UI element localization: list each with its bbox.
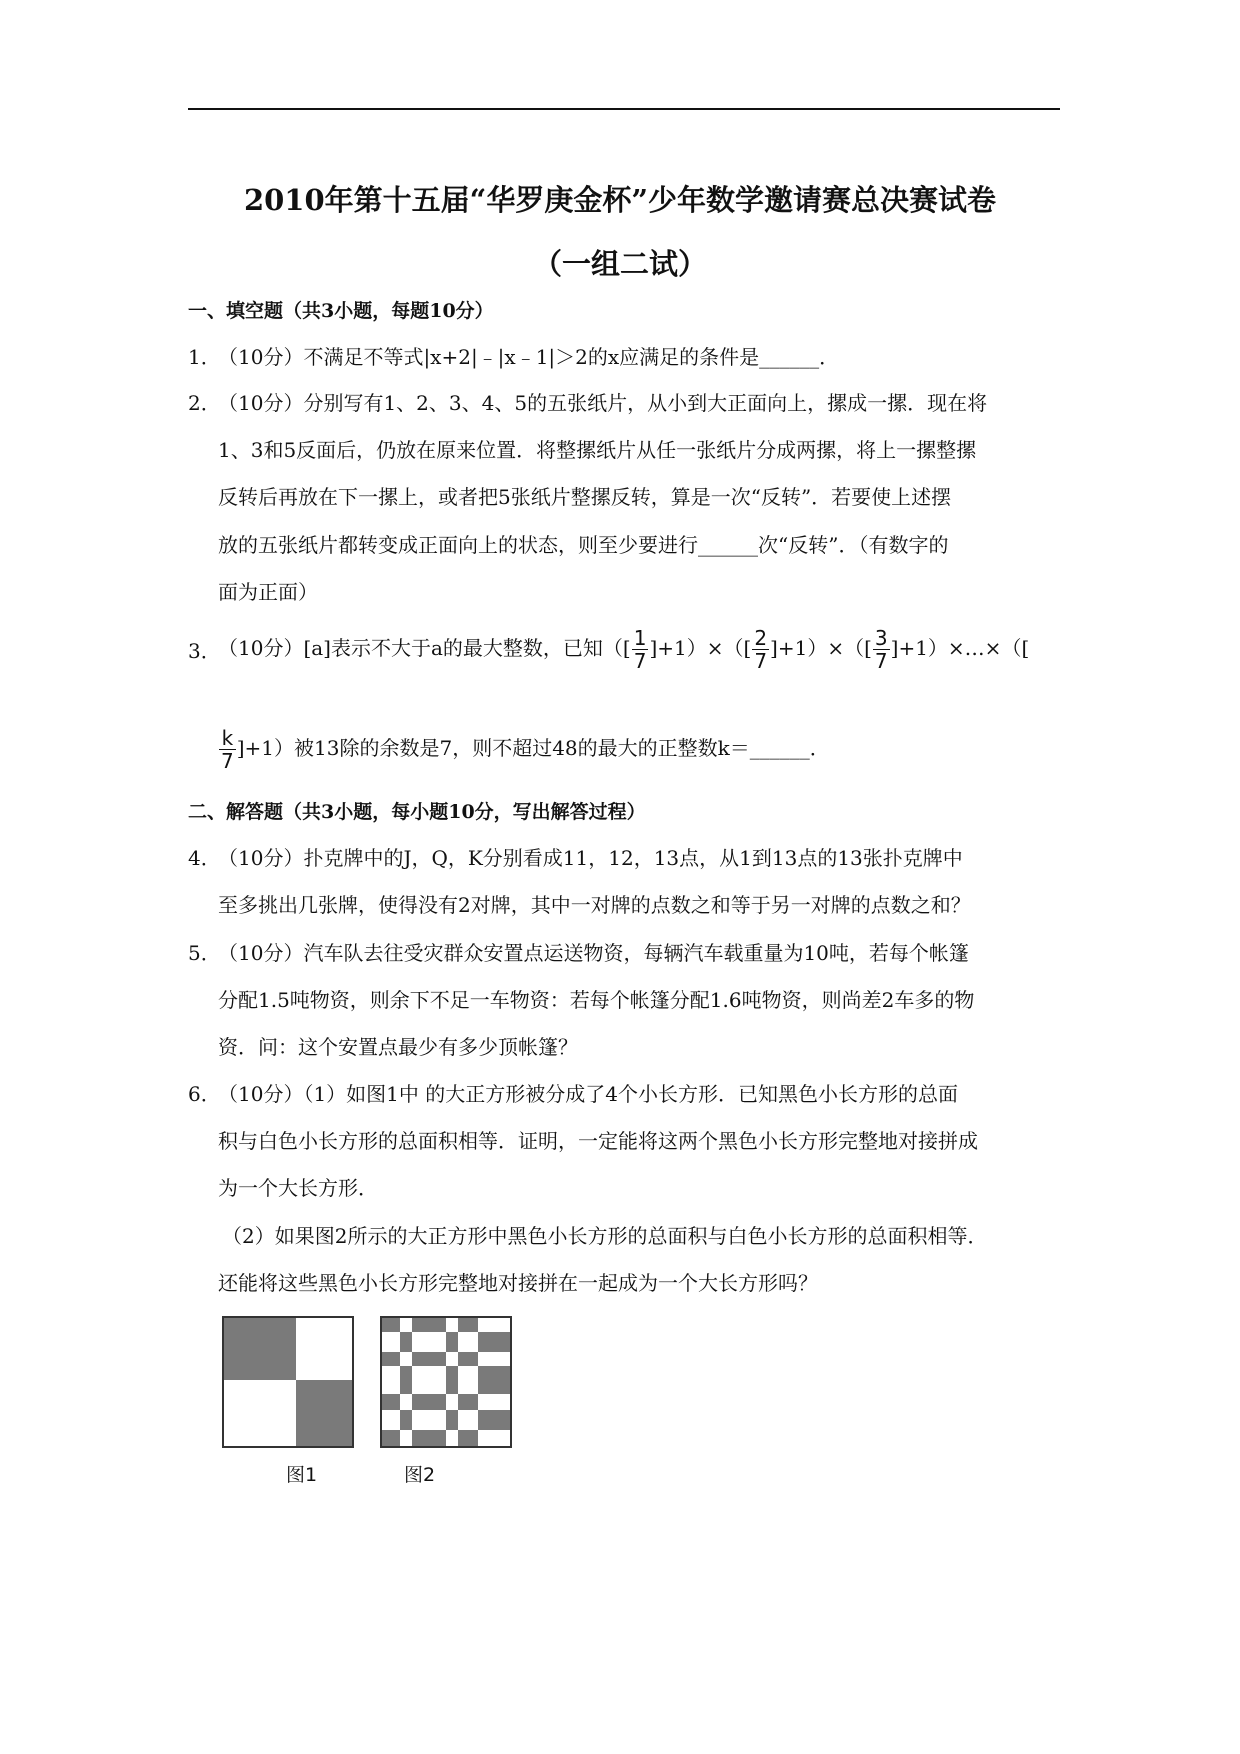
black-rectangle [458, 1352, 478, 1366]
question-5-line: 资．问：这个安置点最少有多少顶帐篷？ [218, 1035, 578, 1059]
question-2-line: 放的五张纸片都转变成正面向上的状态，则至少要进行______次“反转”．（有数字的 [218, 533, 949, 557]
question-2-line: 面为正面） [218, 580, 318, 604]
question-6-line: 积与白色小长方形的总面积相等．证明，一定能将这两个黑色小长方形完整地对接拼成 [218, 1129, 978, 1153]
header-rule [188, 108, 1060, 110]
black-rectangle [382, 1318, 400, 1332]
question-number: 1． [188, 345, 221, 369]
question-number: 6． [188, 1082, 221, 1106]
question-6-line: （2）如果图2所示的大正方形中黑色小长方形的总面积与白色小长方形的总面积相等． [222, 1224, 988, 1248]
figure-2 [380, 1316, 512, 1448]
question-1-text: （10分）不满足不等式|x+2|﹣|x﹣1|＞2的x应满足的条件是______． [218, 345, 840, 369]
question-3-suffix: ]+1）×…×（[ [890, 636, 1030, 660]
fraction-k-7 [219, 727, 236, 772]
section-heading-solutions: 二、解答题（共3小题，每小题10分，写出解答过程） [188, 801, 646, 823]
page-title: 2010年第十五届“华罗庚金杯”少年数学邀请赛总决赛试卷 [243, 183, 997, 217]
question-2-line: 1、3和5反面后，仍放在原来位置．将整摞纸片从任一张纸片分成两摞，将上一摞整摞 [218, 438, 977, 462]
black-rectangle [400, 1332, 412, 1352]
question-3-prefix: （10分）[a]表示不大于a的最大整数，已知（[ [218, 636, 631, 660]
black-rectangle [458, 1318, 478, 1332]
fraction-denominator: 7 [221, 749, 234, 773]
black-rectangle [400, 1410, 412, 1430]
black-rectangle [412, 1352, 446, 1366]
black-rectangle [412, 1318, 446, 1332]
question-3-line-2-text: ]+1）被13除的余数是7，则不超过48的最大的正整数k＝______． [236, 736, 830, 760]
question-number: 2． [188, 391, 221, 415]
fraction-denominator: 7 [754, 649, 768, 673]
black-rectangle [478, 1410, 510, 1430]
question-4-line: 至多挑出几张牌，使得没有2对牌，其中一对牌的点数之和等于另一对牌的点数之和？ [218, 893, 971, 917]
black-rectangle [478, 1332, 510, 1352]
fraction-numerator: 1 [633, 626, 647, 650]
black-rectangle [296, 1380, 352, 1446]
question-3-mid: ]+1）×（[ [770, 636, 872, 660]
black-rectangle [412, 1430, 446, 1446]
question-4-line: （10分）扑克牌中的J，Q，K分别看成11，12，13点，从1到13点的13张扑克牌中 [218, 846, 963, 870]
black-rectangle [382, 1394, 400, 1410]
question-3-mid: ]+1）×（[ [649, 636, 752, 660]
fraction-numerator: 2 [754, 626, 768, 650]
page-subtitle: （一组二试） [532, 247, 707, 281]
black-rectangle [412, 1394, 446, 1410]
black-rectangle [458, 1394, 478, 1410]
fraction-denominator: 7 [874, 649, 888, 673]
fraction-denominator: 7 [633, 649, 647, 673]
question-number: 5． [188, 941, 221, 965]
black-rectangle [382, 1352, 400, 1366]
figure-2-caption: 图2 [404, 1464, 436, 1486]
question-6-line: （10分）（1）如图1中 的大正方形被分成了4个小长方形．已知黑色小长方形的总面 [218, 1082, 958, 1106]
fraction-1-7 [632, 627, 649, 672]
question-3-line-2 [218, 720, 830, 776]
fraction-3-7 [873, 627, 890, 672]
question-number: 3． [188, 639, 221, 663]
question-6-line: 还能将这些黑色小长方形完整地对接拼在一起成为一个大长方形吗？ [218, 1271, 818, 1295]
figure-1 [222, 1316, 354, 1448]
black-rectangle [446, 1366, 458, 1394]
black-rectangle [400, 1366, 412, 1394]
black-rectangle [446, 1332, 458, 1352]
question-5-line: （10分）汽车队去往受灾群众安置点运送物资，每辆汽车载重量为10吨，若每个帐篷 [218, 941, 969, 965]
fraction-numerator: 3 [874, 626, 888, 650]
section-heading-fill-in: 一、填空题（共3小题，每题10分） [188, 300, 494, 322]
black-rectangle [458, 1430, 478, 1446]
question-5-line: 分配1.5吨物资，则余下不足一车物资：若每个帐篷分配1.6吨物资，则尚差2车多的物 [218, 988, 975, 1012]
black-rectangle [446, 1410, 458, 1430]
fraction-numerator: k [219, 727, 236, 750]
question-6-line: 为一个大长方形． [218, 1176, 378, 1200]
figure-1-caption: 图1 [286, 1464, 318, 1486]
black-rectangle [224, 1318, 296, 1380]
black-rectangle [382, 1430, 400, 1446]
black-rectangle [478, 1366, 510, 1394]
question-2-line: 反转后再放在下一摞上，或者把5张纸片整摞反转，算是一次“反转”．若要使上述摆 [218, 485, 952, 509]
question-3-line-1 [218, 620, 1029, 676]
fraction-2-7 [752, 627, 769, 672]
question-number: 4． [188, 846, 221, 870]
question-2-line: （10分）分别写有1、2、3、4、5的五张纸片，从小到大正面向上，摞成一摞．现在将 [218, 391, 988, 415]
